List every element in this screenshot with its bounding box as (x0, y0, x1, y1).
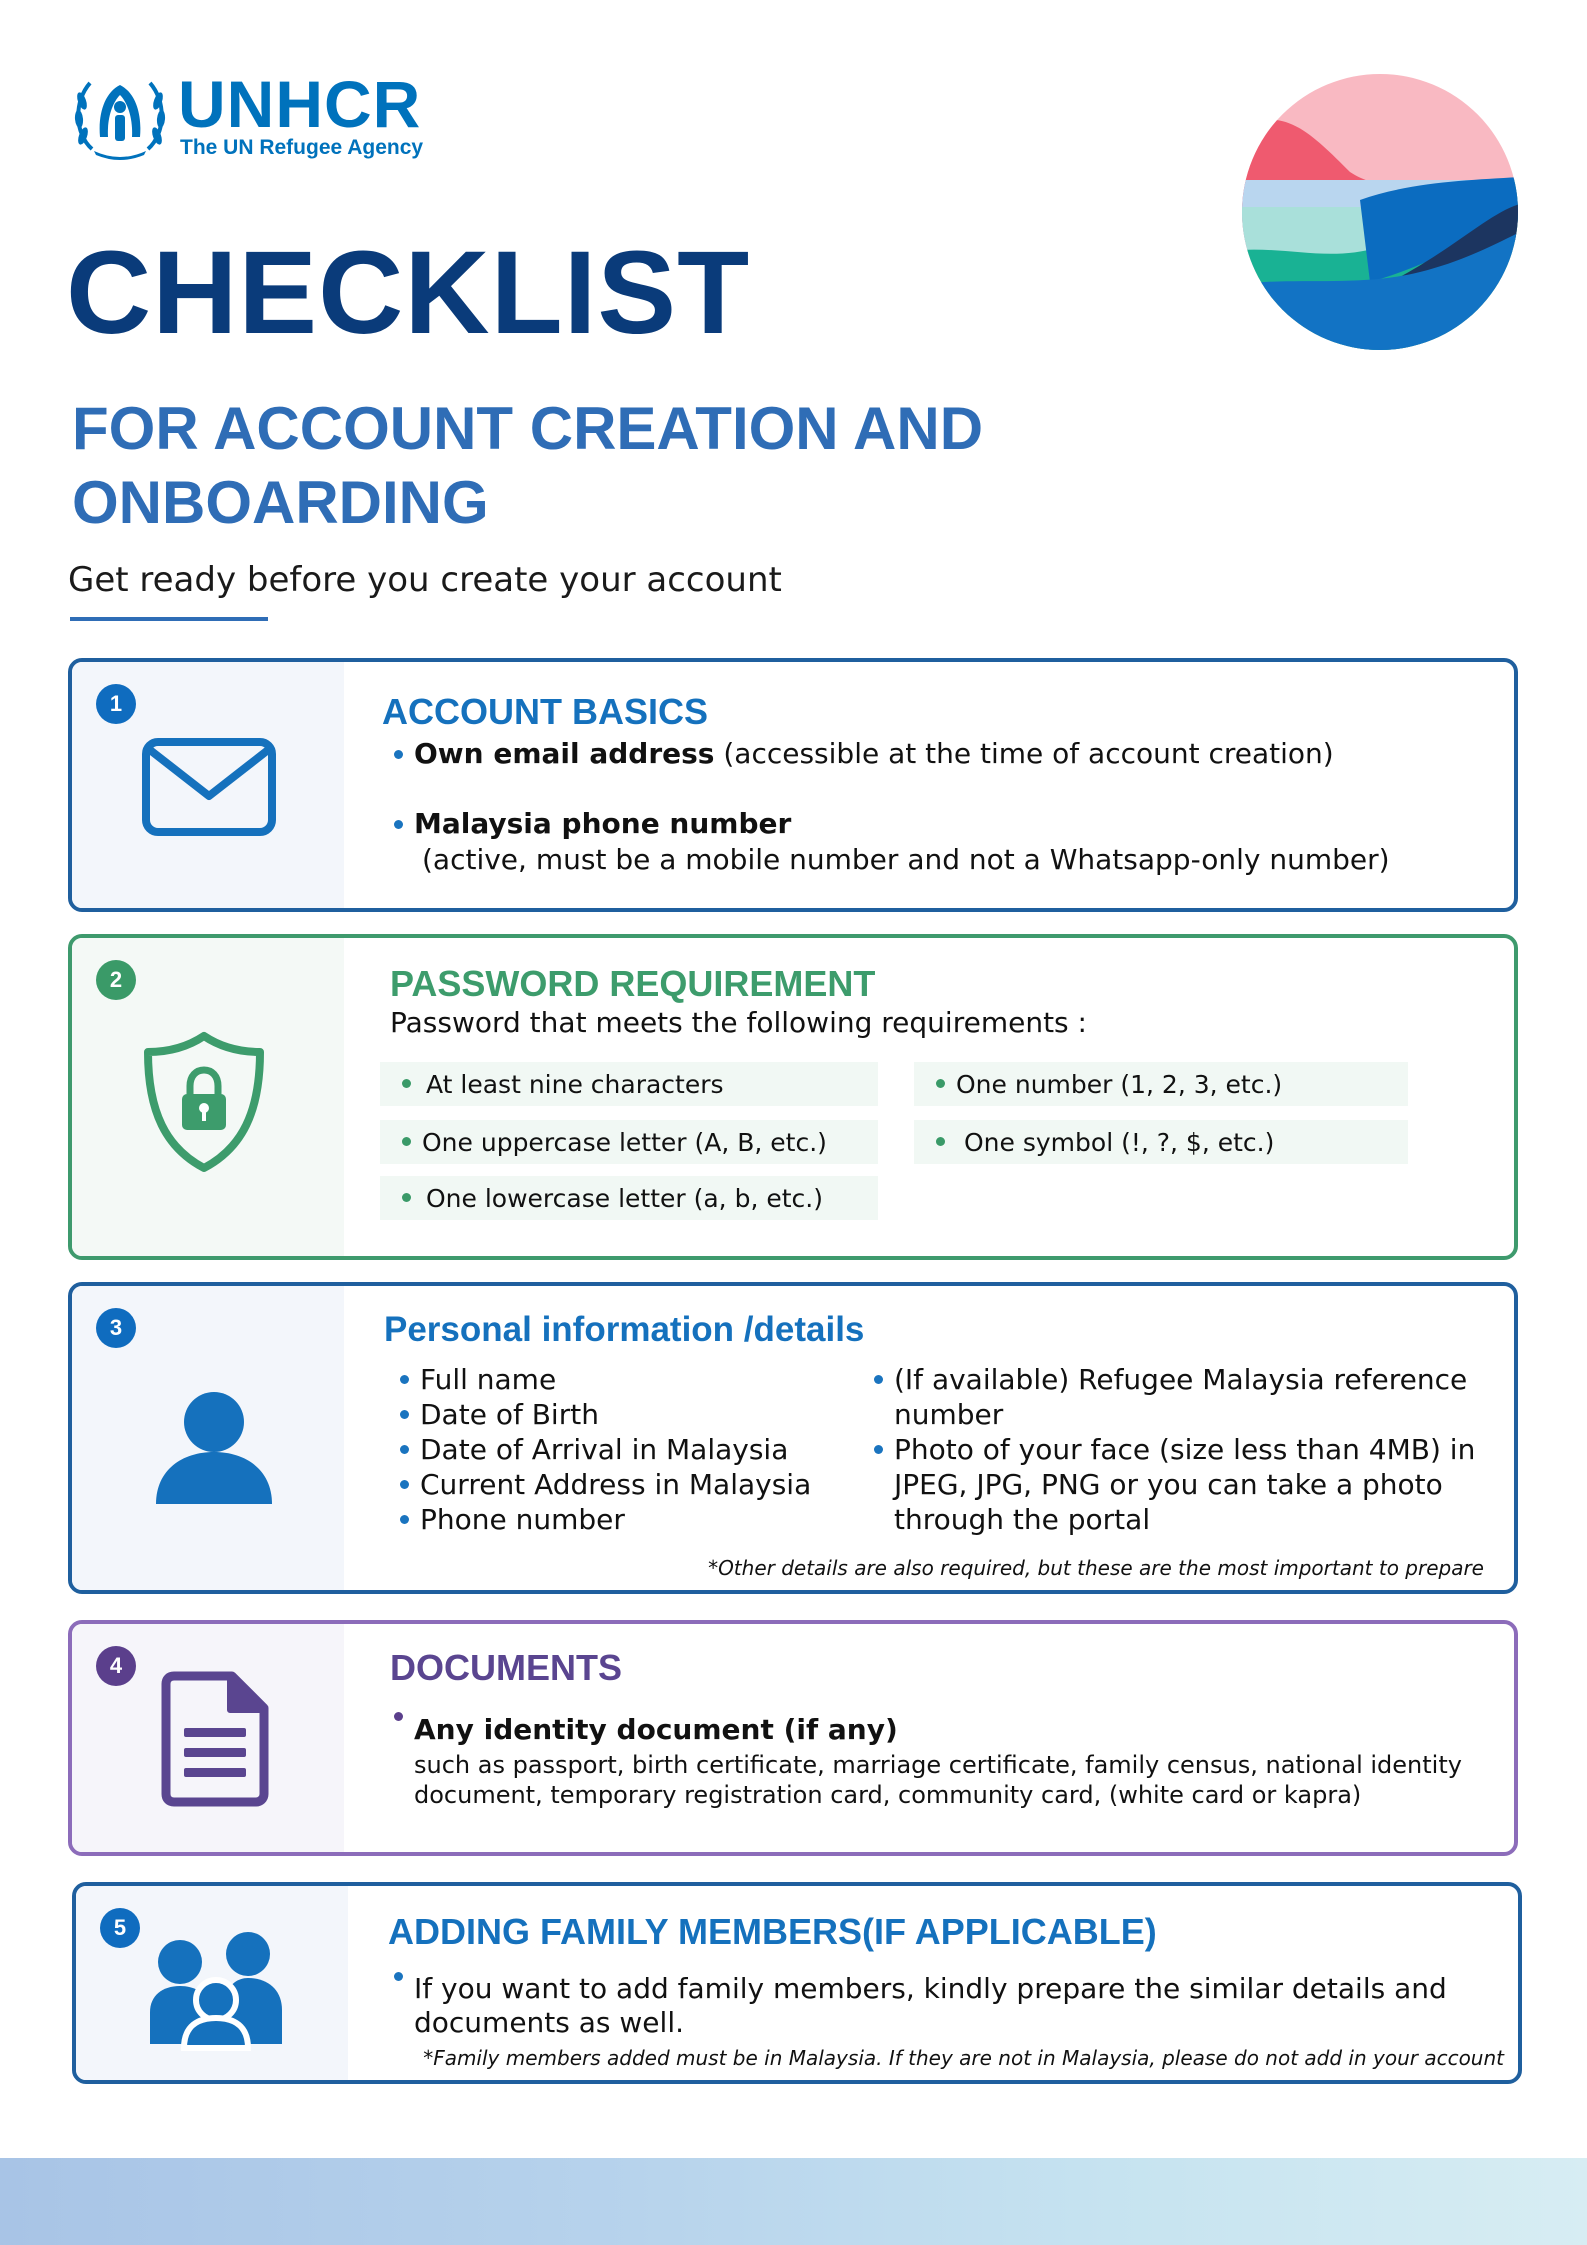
item-bold-text: Malaysia phone number (414, 807, 792, 840)
item-line: documents as well. (414, 2006, 684, 2039)
item-line: through the portal (894, 1503, 1151, 1536)
step-number-badge: 3 (96, 1308, 136, 1348)
step-number-badge: 1 (96, 684, 136, 724)
item-text: (active, must be a mobile number and not a Whatsapp-only number) (422, 843, 1390, 876)
item-line: JPEG, JPG, PNG or you can take a photo (894, 1468, 1443, 1501)
list-item (414, 1712, 898, 1748)
item-text: (accessible at the time of account creation) (714, 737, 1334, 770)
shield-lock-icon (142, 1030, 266, 1174)
step-number-badge: 5 (100, 1908, 140, 1948)
list-item: Current Address in Malaysia (420, 1468, 812, 1501)
section-title: ACCOUNT BASICS (382, 691, 709, 732)
item-bold-text: Any identity document (if any) (414, 1713, 898, 1746)
section-title: DOCUMENTS (390, 1647, 622, 1688)
list-item (894, 1432, 1475, 1537)
family-icon (150, 1926, 286, 2052)
unhcr-logo (70, 68, 470, 164)
section-footnote: *Other details are also required, but these are the most important to prepare (708, 1556, 1484, 1580)
item-bold-text: Own email address (414, 737, 715, 770)
list-item (894, 1362, 1467, 1432)
item-line: such as passport, birth certificate, marriage certificate, family census, national identity (414, 1751, 1462, 1779)
subtitle-line: FOR ACCOUNT CREATION AND (72, 395, 984, 462)
person-icon (154, 1386, 274, 1506)
step-number-badge: 2 (96, 960, 136, 1000)
card-documents (68, 1620, 1518, 1856)
list-item (414, 736, 1334, 772)
divider (70, 617, 268, 621)
item-line: (If available) Refugee Malaysia reference (894, 1363, 1468, 1396)
requirement-item: One lowercase letter (a, b, etc.) (380, 1176, 878, 1220)
item-line: If you want to add family members, kindly prepare the similar details and (414, 1972, 1447, 2005)
card-personal-information (68, 1282, 1518, 1594)
card-password-requirement (68, 934, 1518, 1260)
requirement-item: One symbol (!, ?, $, etc.) (914, 1120, 1408, 1164)
item-line: document, temporary registration card, community card, (white card or kapra) (414, 1781, 1362, 1809)
footer-band (0, 2158, 1587, 2245)
list-item: Date of Arrival in Malaysia (420, 1433, 789, 1466)
page-title: CHECKLIST (66, 227, 751, 359)
envelope-icon (142, 738, 276, 836)
laurel-emblem-icon (70, 71, 170, 161)
section-title: ADDING FAMILY MEMBERS(IF APPLICABLE) (388, 1911, 1157, 1952)
page-subtitle (72, 392, 1172, 540)
intro-text: Get ready before you create your account (68, 560, 782, 600)
item-line: Photo of your face (size less than 4MB) in (894, 1433, 1476, 1466)
decorative-wave-circle-icon (1240, 72, 1520, 352)
requirement-item: One uppercase letter (A, B, etc.) (380, 1120, 878, 1164)
logo-tagline: The UN Refugee Agency (180, 136, 424, 159)
logo-name: UNHCR (178, 67, 422, 141)
section-title: Personal information /details (384, 1310, 865, 1349)
item-line: number (894, 1398, 1004, 1431)
card-family-members (72, 1882, 1522, 2084)
list-item: Date of Birth (420, 1398, 599, 1431)
list-item (414, 1972, 1447, 2040)
step-number-badge: 4 (96, 1646, 136, 1686)
section-title: PASSWORD REQUIREMENT (390, 963, 876, 1004)
subtitle-line: ONBOARDING (72, 469, 489, 536)
requirement-item: One number (1, 2, 3, etc.) (914, 1062, 1408, 1106)
document-icon (160, 1670, 270, 1808)
list-item (414, 806, 791, 842)
card-account-basics (68, 658, 1518, 912)
section-footnote: *Family members added must be in Malaysia. If they are not in Malaysia, please do not add in your account (423, 2046, 1504, 2070)
section-lead: Password that meets the following requirements : (390, 1006, 1087, 1039)
requirement-item: At least nine characters (380, 1062, 878, 1106)
list-item: Phone number (420, 1503, 625, 1536)
item-description (414, 1750, 1462, 1810)
list-item: Full name (420, 1363, 557, 1396)
